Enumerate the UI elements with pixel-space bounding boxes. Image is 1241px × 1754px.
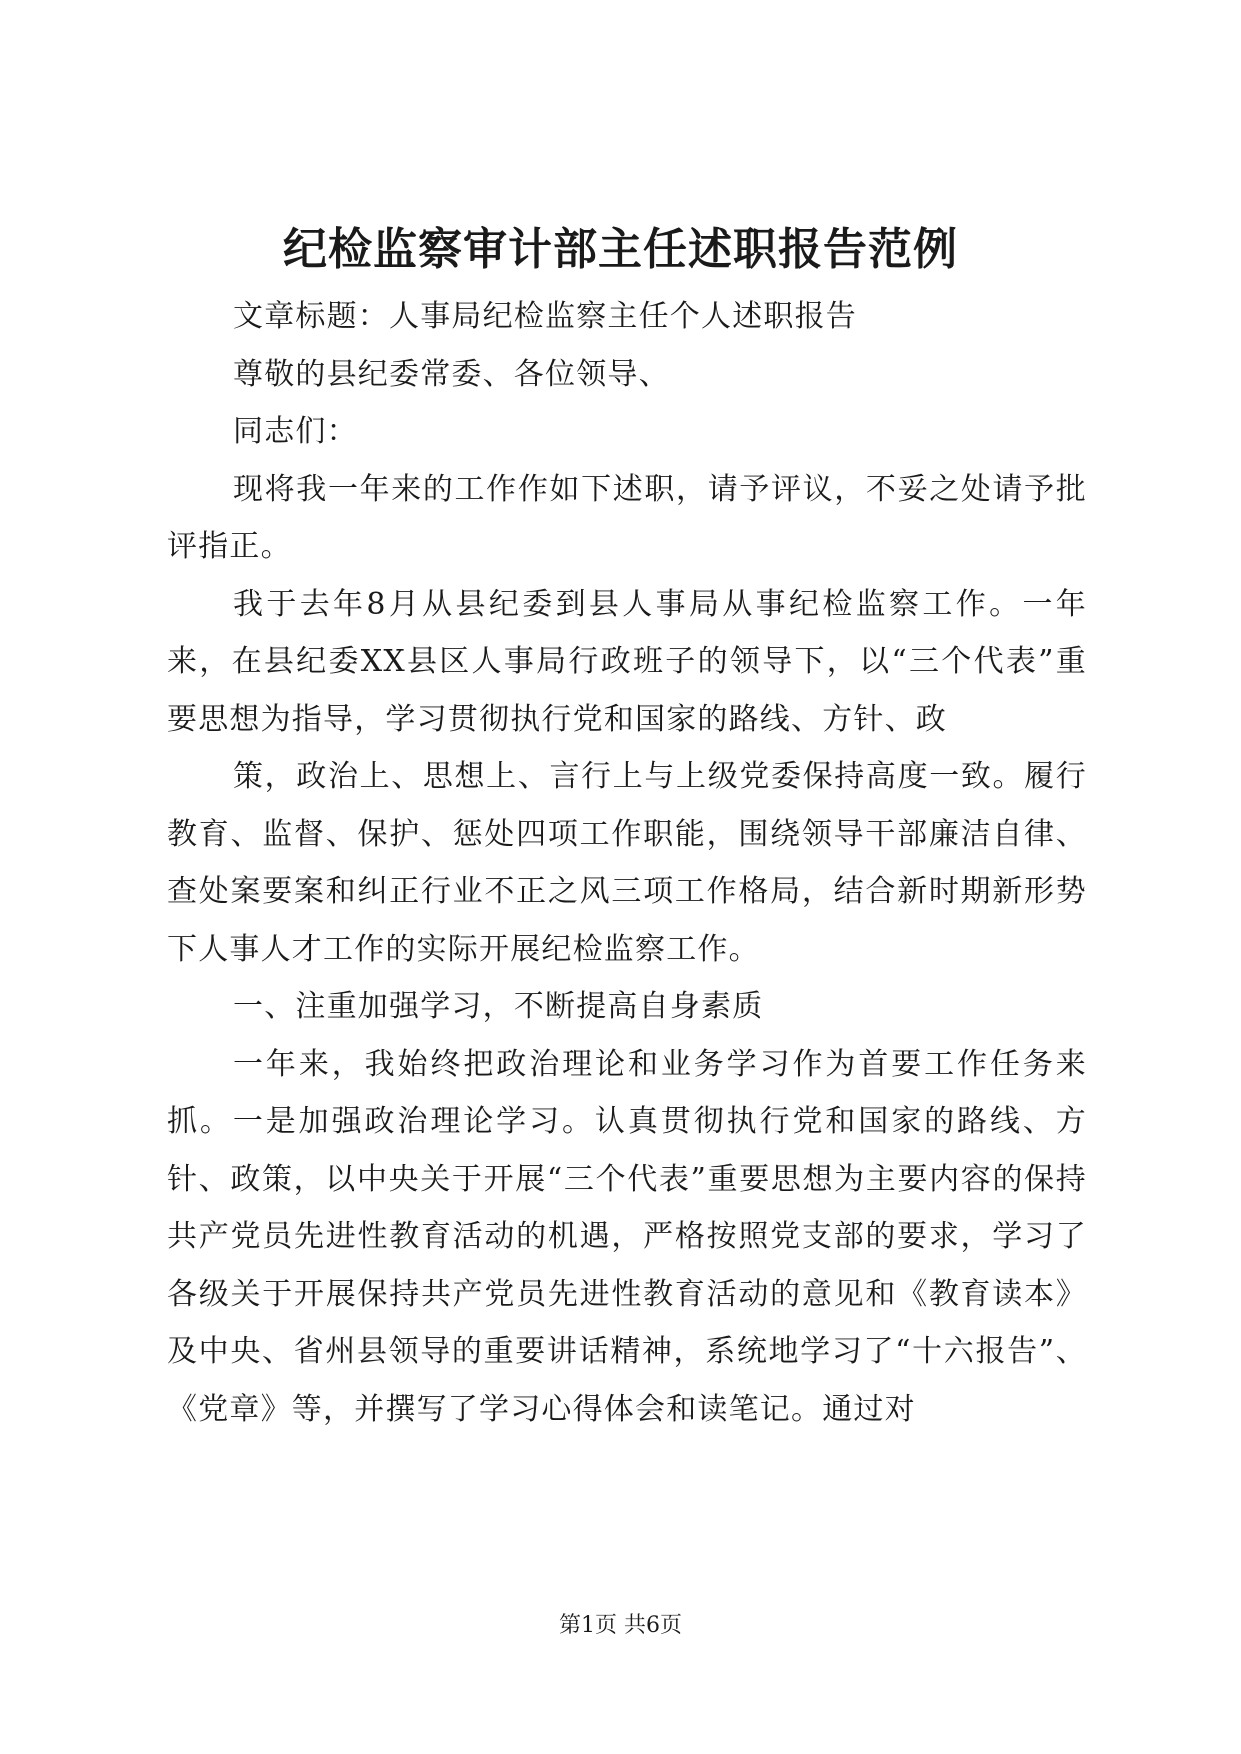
page-footer: 第1页 共6页 xyxy=(559,1613,682,1638)
article-title-line: 文章标题：人事局纪检监察主任个人述职报告 xyxy=(233,299,857,334)
section-heading: 一、注重加强学习，不断提高自身素质 xyxy=(233,989,764,1024)
body-paragraph: 策，政治上、思想上、言行上与上级党委保持高度一致。履行教育、监督、保护、惩处四项工作职能，围绕领导干部廉洁自律、查处案要案和纠正行业不正之风三项工作格局，结合新时期新形势下人事人才工作的实际开展纪检监察工作。 xyxy=(167,759,1087,967)
document-title: 纪检监察审计部主任述职报告范例 xyxy=(283,224,958,275)
document-body xyxy=(167,288,1087,1438)
salutation-comrades: 同志们： xyxy=(233,414,358,449)
salutation-line: 尊敬的县纪委常委、各位领导、 xyxy=(233,356,670,392)
body-paragraph: 现将我一年来的工作作如下述职，请予评议，不妥之处请予批评指正。 xyxy=(167,471,1087,564)
body-paragraph: 一年来，我始终把政治理论和业务学习作为首要工作任务来抓。一是加强政治理论学习。认真贯彻执行党和国家的路线、方针、政策，以中央关于开展“三个代表”重要思想为主要内容的保持共产党员先进性教育活动的机遇，严格按照党支部的要求，学习了各级关于开展保持共产党员先进性教育活动的意见和《教育读本》及中央、省州县领导的重要讲话精神，系统地学习了“十六报告”、《党章》等，并撰写了学习心得体会和读笔记。通过对 xyxy=(167,1046,1087,1427)
body-paragraph: 我于去年8月从县纪委到县人事局从事纪检监察工作。一年来，在县纪委XX县区人事局行政班子的领导下，以“三个代表”重要思想为指导，学习贯彻执行党和国家的路线、方针、政 xyxy=(167,586,1087,737)
